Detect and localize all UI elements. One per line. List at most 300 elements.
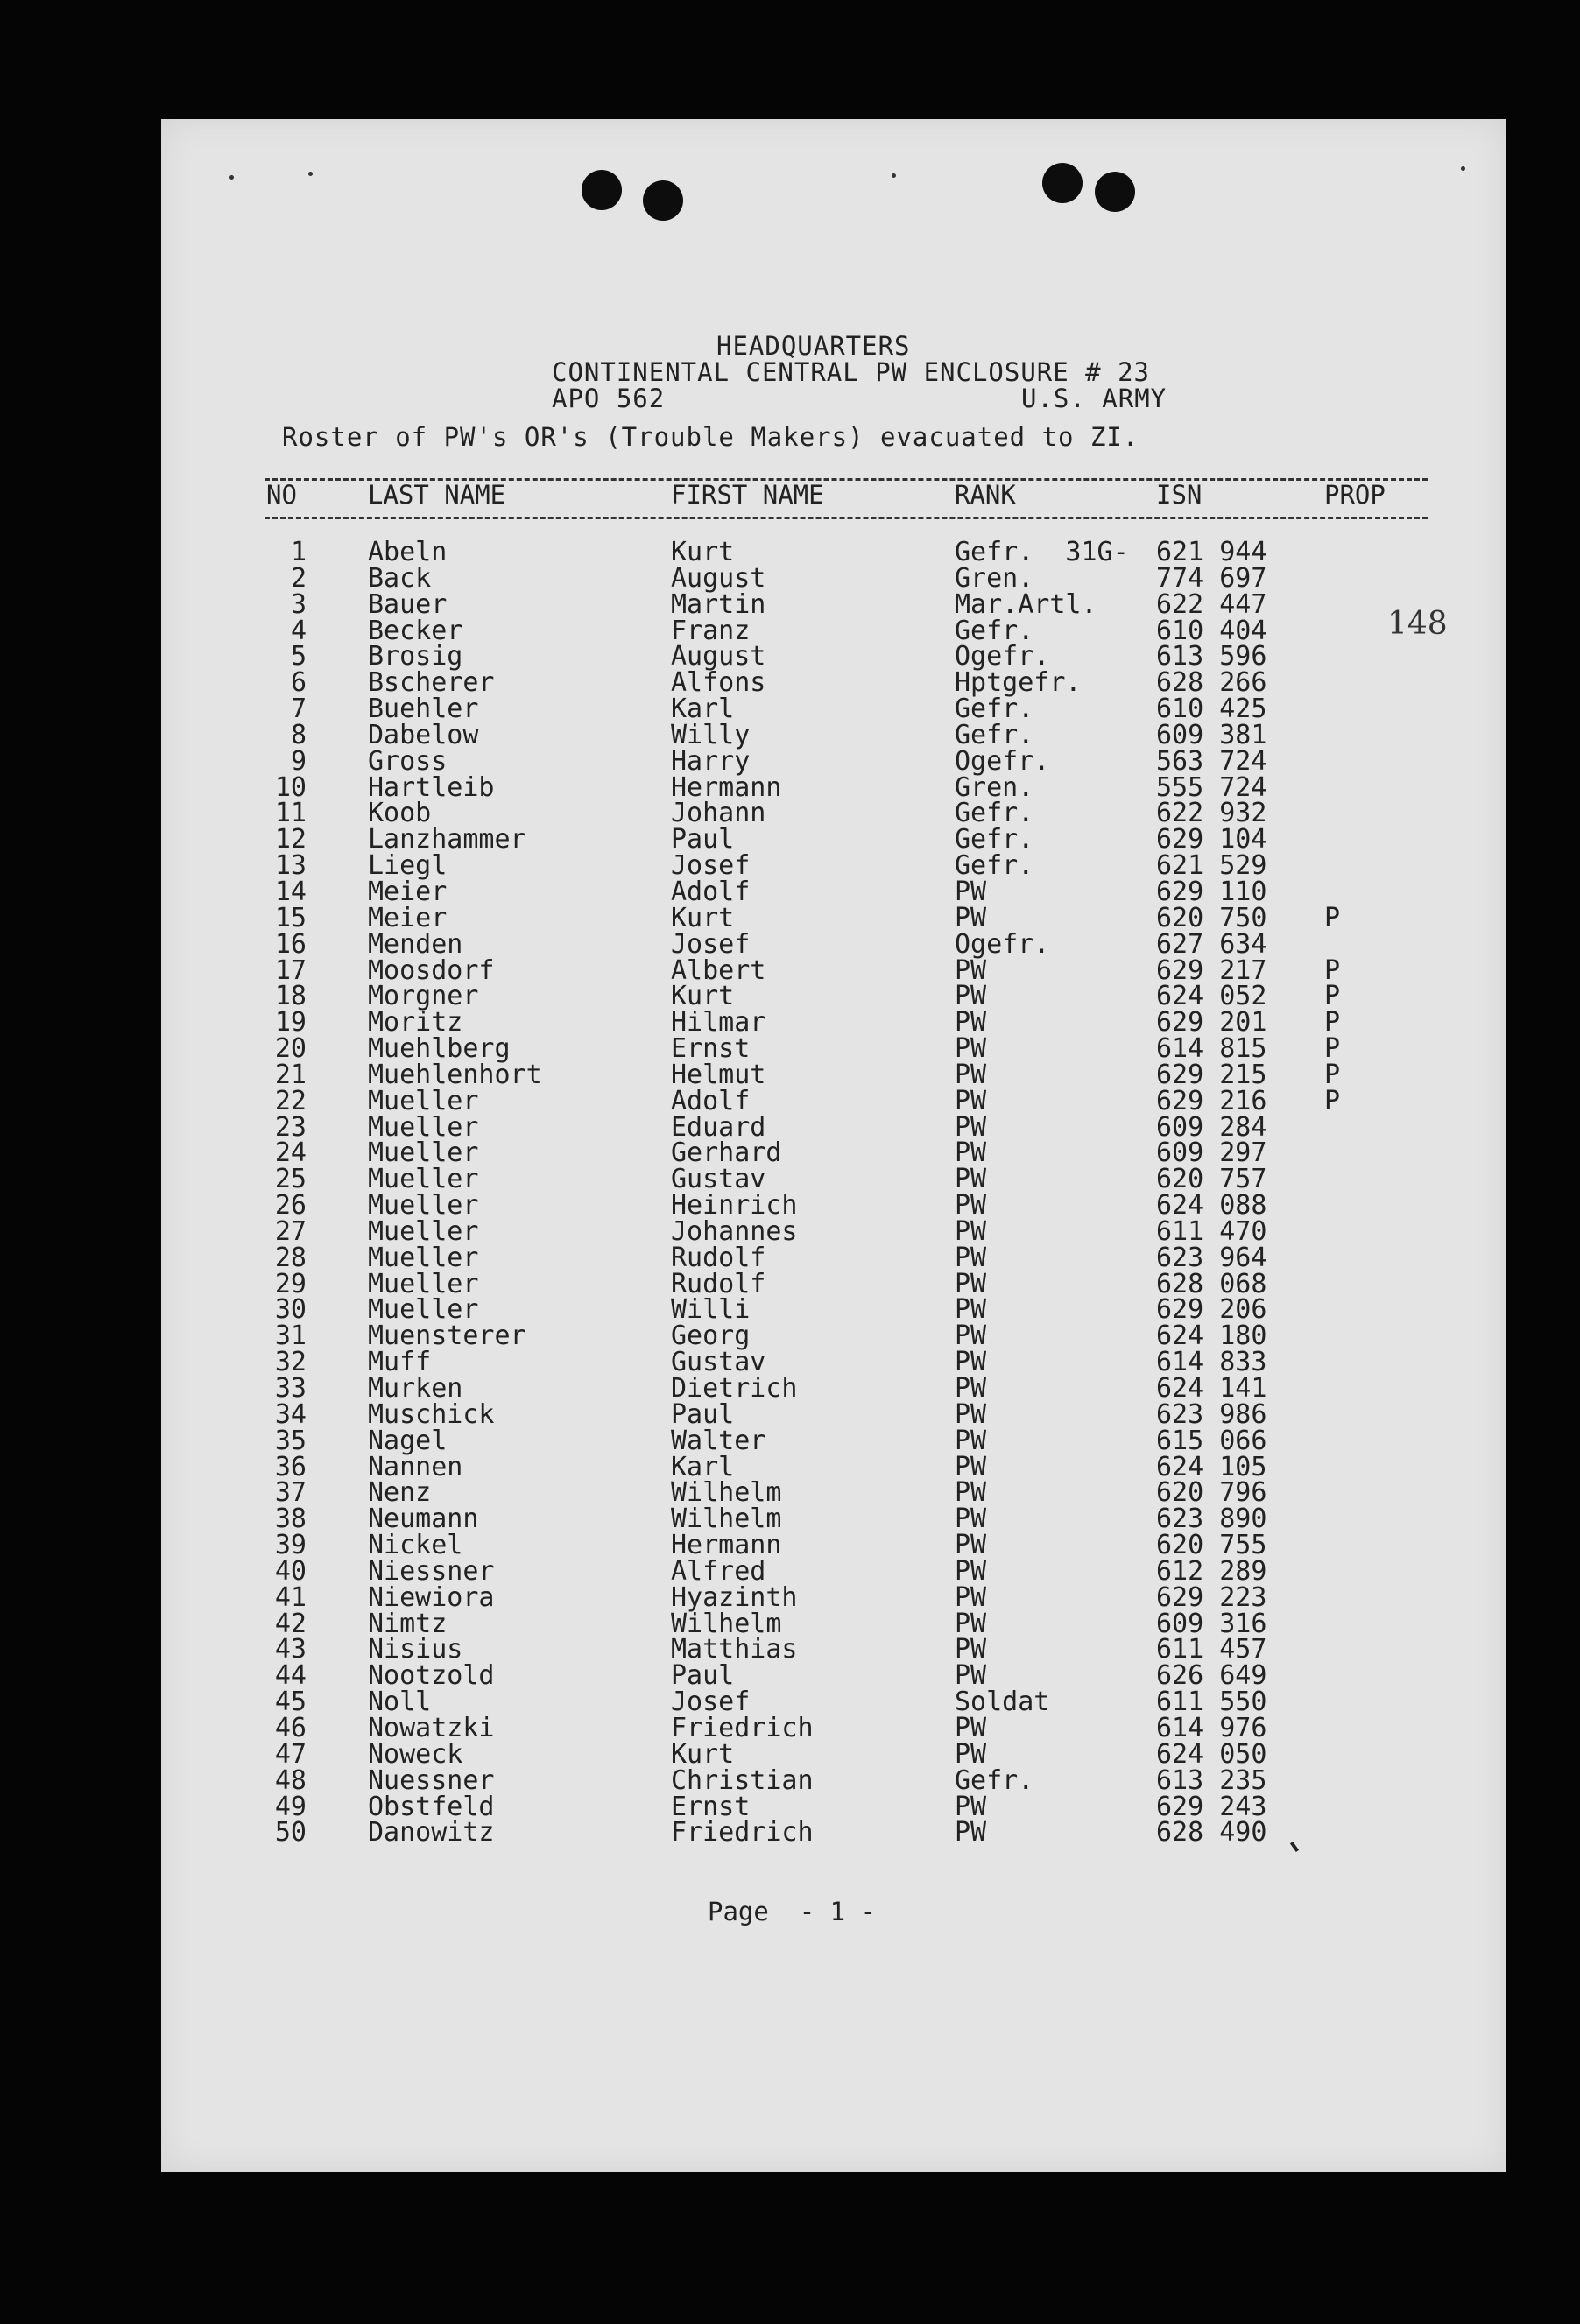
row-number: 10 [274,771,307,803]
first-name: Josef [671,928,751,960]
table-row [0,1764,1580,1796]
last-name: Mueller [368,1111,479,1143]
isn: 628 068 [1156,1268,1267,1299]
last-name: Nuessner [368,1764,495,1796]
row-number: 49 [274,1791,307,1822]
last-name: Neumann [368,1504,479,1535]
first-name: Dietrich [671,1373,798,1404]
table-row [0,719,1580,750]
first-name: Gerhard [671,1137,782,1169]
row-number: 46 [274,1712,307,1743]
first-name: Willi [671,1294,751,1326]
last-name: Morgner [368,981,479,1012]
isn: 611 550 [1156,1687,1267,1718]
table-row [0,1817,1580,1849]
prop-mark: P [1324,1085,1341,1116]
rank: Ogefr. [955,928,1050,960]
row-number: 21 [274,1059,307,1090]
first-name: Paul [671,1398,735,1430]
rank: PW [955,1504,987,1535]
row-number: 33 [274,1373,307,1404]
last-name: Moritz [368,1007,463,1039]
last-name: Koob [368,798,432,829]
first-name: Josef [671,1687,751,1718]
table-row [0,771,1580,803]
isn: 624 052 [1156,981,1267,1012]
table-row [0,1215,1580,1247]
last-name: Mueller [368,1215,479,1247]
table-row [0,1532,1580,1559]
rank: PW [955,1242,987,1273]
first-name: Friedrich [671,1712,814,1743]
table-row [0,745,1580,777]
first-name: Eduard [671,1111,766,1143]
row-number: 18 [274,981,307,1012]
row-number: 32 [274,1347,307,1378]
row-number: 43 [274,1634,307,1666]
row-number: 44 [274,1660,307,1692]
isn: 629 216 [1156,1085,1267,1116]
first-name: Johann [671,798,766,829]
rank: PW [955,954,987,986]
rank: PW [955,1007,987,1039]
speck [229,175,234,180]
isn: 629 201 [1156,1007,1267,1039]
rank: PW [955,1137,987,1169]
isn: 623 986 [1156,1398,1267,1430]
first-name: Alfred [671,1555,766,1587]
row-number: 31 [274,1320,307,1352]
isn: 629 223 [1156,1581,1267,1613]
first-name: Martin [671,588,766,620]
rank: Ogefr. [955,641,1050,673]
punch-hole-4 [1095,172,1135,212]
table-row [0,1137,1580,1169]
isn: 628 490 [1156,1817,1267,1849]
row-number: 41 [274,1581,307,1613]
last-name: Mueller [368,1242,479,1273]
row-number: 24 [274,1137,307,1169]
rank: PW [955,1738,987,1770]
last-name: Meier [368,902,448,933]
rank: PW [955,1425,987,1456]
header-line-1: HEADQUARTERS [716,331,911,361]
first-name: Harry [671,745,751,777]
table-row [0,928,1580,960]
table-row [0,1504,1580,1535]
table-row [0,667,1580,699]
first-name: August [671,641,766,673]
isn: 624 141 [1156,1373,1267,1404]
rank: PW [955,981,987,1012]
row-number: 20 [274,1033,307,1065]
rank: Gefr. 31G- [955,537,1129,567]
first-name: Johannes [671,1215,798,1247]
punch-hole-3 [1042,163,1083,203]
isn: 610 404 [1156,615,1267,646]
row-number: 22 [274,1085,307,1116]
isn: 629 243 [1156,1791,1267,1822]
rank: PW [955,1712,987,1743]
prop-mark: P [1324,981,1341,1012]
isn: 623 964 [1156,1242,1267,1273]
rank: PW [955,1268,987,1299]
row-number: 15 [274,902,307,933]
table-row [0,1111,1580,1143]
row-number: 30 [274,1294,307,1326]
isn: 626 649 [1156,1660,1267,1692]
isn: 614 833 [1156,1347,1267,1378]
rank: PW [955,1190,987,1222]
first-name: Christian [671,1764,814,1796]
rank: PW [955,1085,987,1116]
rank: PW [955,1660,987,1692]
rank: PW [955,1398,987,1430]
isn: 774 697 [1156,562,1267,594]
rank: Soldat [955,1687,1050,1718]
last-name: Brosig [368,641,463,673]
punch-hole-2 [643,180,683,221]
isn: 612 289 [1156,1555,1267,1587]
isn: 629 206 [1156,1294,1267,1326]
rank: PW [955,1164,987,1195]
row-number: 25 [274,1164,307,1195]
isn: 628 266 [1156,667,1267,699]
last-name: Gross [368,745,448,777]
last-name: Mueller [368,1137,479,1169]
rank: Gefr. [955,615,1034,646]
last-name: Nenz [368,1477,432,1509]
isn: 611 470 [1156,1215,1267,1247]
last-name: Mueller [368,1268,479,1299]
rank: Gefr. [955,824,1034,856]
table-row [0,850,1580,882]
table-row [0,1190,1580,1222]
table-row [0,1398,1580,1430]
row-number: 45 [274,1687,307,1718]
row-number: 17 [274,954,307,986]
table-row [0,1687,1580,1718]
table-row [0,641,1580,673]
last-name: Becker [368,615,463,646]
first-name: Hilmar [671,1007,766,1039]
last-name: Muensterer [368,1320,526,1352]
first-name: Rudolf [671,1242,766,1273]
table-row [0,1242,1580,1273]
last-name: Lanzhammer [368,824,526,856]
first-name: Walter [671,1425,766,1456]
row-number: 14 [274,876,307,907]
table-row [0,1349,1580,1376]
row-number: 27 [274,1215,307,1247]
table-row [0,1425,1580,1456]
table-row [0,1738,1580,1770]
last-name: Buehler [368,694,479,725]
table-row [0,1033,1580,1065]
last-name: Bauer [368,588,448,620]
isn: 627 634 [1156,928,1267,960]
first-name: Karl [671,694,735,725]
first-name: Hermann [671,771,782,803]
first-name: Josef [671,850,751,882]
rank: PW [955,1111,987,1143]
first-name: Kurt [671,902,735,933]
isn: 629 104 [1156,824,1267,856]
isn: 624 180 [1156,1320,1267,1352]
row-number: 39 [274,1530,307,1561]
table-row [0,1373,1580,1404]
isn: 610 425 [1156,694,1267,725]
rank: PW [955,1347,987,1378]
header-army: U.S. ARMY [1021,384,1167,413]
last-name: Nootzold [368,1660,495,1692]
column-header-prop: PROP [1324,480,1386,510]
row-number: 35 [274,1425,307,1456]
speck [1461,166,1465,171]
isn: 621 529 [1156,850,1267,882]
row-number: 16 [274,928,307,960]
last-name: Murken [368,1373,463,1404]
first-name: Karl [671,1451,735,1482]
isn: 629 217 [1156,954,1267,986]
first-name: Paul [671,1660,735,1692]
isn: 614 815 [1156,1033,1267,1065]
table-row [0,615,1580,646]
page-footer: Page - 1 - [708,1897,877,1926]
rank: PW [955,1817,987,1849]
table-row [0,1166,1580,1193]
rank: PW [955,1373,987,1404]
rank: Mar.Artl. [955,588,1097,620]
isn: 623 890 [1156,1504,1267,1535]
first-name: Hyazinth [671,1581,798,1613]
isn: 620 755 [1156,1530,1267,1561]
row-number: 50 [274,1817,307,1849]
last-name: Dabelow [368,719,479,750]
first-name: Adolf [671,876,751,907]
first-name: Heinrich [671,1190,798,1222]
prop-mark: P [1324,902,1341,933]
prop-mark: P [1324,1033,1341,1065]
isn: 555 724 [1156,771,1267,803]
rank: PW [955,1215,987,1247]
first-name: Helmut [671,1059,766,1090]
rank: Ogefr. [955,745,1050,777]
first-name: Rudolf [671,1268,766,1299]
rank: PW [955,1294,987,1326]
first-name: Wilhelm [671,1608,782,1639]
isn: 620 750 [1156,902,1267,933]
last-name: Niessner [368,1555,495,1587]
last-name: Nannen [368,1451,463,1482]
last-name: Bscherer [368,667,495,699]
last-name: Mueller [368,1085,479,1116]
isn: 615 066 [1156,1425,1267,1456]
page-stamp-number: 148 [1387,606,1448,642]
last-name: Mueller [368,1164,479,1195]
first-name: Franz [671,615,751,646]
table-row [0,1059,1580,1090]
first-name: Wilhelm [671,1504,782,1535]
first-name: Gustav [671,1347,766,1378]
header-apo: APO 562 [552,384,666,413]
row-number: 26 [274,1190,307,1222]
table-row [0,588,1580,620]
isn: 624 088 [1156,1190,1267,1222]
last-name: Noll [368,1687,432,1718]
row-number: 36 [274,1451,307,1482]
table-row [0,902,1580,933]
table-row [0,876,1580,907]
isn: 620 757 [1156,1164,1267,1195]
first-name: Adolf [671,1085,751,1116]
rank: Gefr. [955,798,1034,829]
row-number: 29 [274,1268,307,1299]
table-row [0,1555,1580,1587]
prop-mark: P [1324,1059,1341,1090]
column-header-rank: RANK [955,480,1016,510]
row-number: 11 [274,798,307,829]
rank: PW [955,1634,987,1666]
column-header-last-name: LAST NAME [368,480,506,510]
isn: 609 284 [1156,1111,1267,1143]
table-row [0,539,1580,566]
rank: PW [955,1477,987,1509]
last-name: Muschick [368,1398,495,1430]
row-number: 40 [274,1555,307,1587]
first-name: Kurt [671,537,735,567]
column-header-first-name: FIRST NAME [671,480,824,510]
last-name: Nisius [368,1634,463,1666]
row-number: 34 [274,1398,307,1430]
rank: PW [955,1608,987,1639]
row-number: 3 [290,588,307,620]
column-header-isn: ISN [1156,480,1203,510]
rank: Hptgefr. [955,667,1082,699]
isn: 609 316 [1156,1608,1267,1639]
rank: PW [955,1530,987,1561]
last-name: Mueller [368,1190,479,1222]
row-number: 7 [290,694,307,725]
row-number: 8 [290,719,307,750]
table-row [0,694,1580,725]
row-number: 48 [274,1764,307,1796]
table-row [0,1581,1580,1613]
row-number: 19 [274,1007,307,1039]
prop-mark: P [1324,1007,1341,1039]
isn: 624 105 [1156,1451,1267,1482]
table-row [0,1294,1580,1326]
isn: 624 050 [1156,1738,1267,1770]
last-name: Nagel [368,1425,448,1456]
isn: 614 976 [1156,1712,1267,1743]
isn: 622 932 [1156,798,1267,829]
table-row [0,1660,1580,1692]
last-name: Menden [368,928,463,960]
rank: Gefr. [955,694,1034,725]
first-name: Matthias [671,1634,798,1666]
last-name: Back [368,562,432,594]
isn: 622 447 [1156,588,1267,620]
rank: PW [955,876,987,907]
first-name: Kurt [671,981,735,1012]
isn: 620 796 [1156,1477,1267,1509]
table-row [0,562,1580,594]
rank: PW [955,1581,987,1613]
row-number: 28 [274,1242,307,1273]
first-name: Ernst [671,1791,751,1822]
last-name: Abeln [368,537,448,567]
last-name: Hartleib [368,771,495,803]
rank: PW [955,1059,987,1090]
row-number: 23 [274,1111,307,1143]
first-name: Hermann [671,1530,782,1561]
isn: 609 381 [1156,719,1267,750]
row-number: 12 [274,824,307,856]
last-name: Obstfeld [368,1791,495,1822]
table-row [0,954,1580,986]
column-header-no: NO [266,480,297,510]
table-row [0,1791,1580,1822]
last-name: Muehlenhort [368,1059,542,1090]
row-number: 6 [290,667,307,699]
rank: PW [955,902,987,933]
table-row [0,983,1580,1010]
row-number: 4 [290,615,307,646]
table-row [0,1477,1580,1509]
last-name: Niewiora [368,1581,495,1613]
row-number: 42 [274,1608,307,1639]
table-row [0,1007,1580,1039]
rank: PW [955,1791,987,1822]
rank: Gren. [955,562,1034,594]
last-name: Liegl [368,850,448,882]
first-name: Wilhelm [671,1477,782,1509]
punch-hole-1 [582,170,622,210]
isn: 613 596 [1156,641,1267,673]
row-number: 5 [290,641,307,673]
last-name: Nimtz [368,1608,448,1639]
rank: PW [955,1320,987,1352]
rank: PW [955,1555,987,1587]
last-name: Meier [368,876,448,907]
last-name: Noweck [368,1738,463,1770]
first-name: Paul [671,824,735,856]
isn: 613 235 [1156,1764,1267,1796]
table-row [0,1608,1580,1639]
table-row [0,824,1580,856]
last-name: Nowatzki [368,1712,495,1743]
first-name: Alfons [671,667,766,699]
rank: Gefr. [955,1764,1034,1796]
isn: 629 110 [1156,876,1267,907]
first-name: August [671,562,766,594]
table-row [0,1712,1580,1743]
row-number: 2 [290,562,307,594]
header-rule-bottom [265,517,1428,519]
isn: 611 457 [1156,1634,1267,1666]
first-name: Willy [671,719,751,750]
document-title: Roster of PW's OR's (Trouble Makers) evacuated to ZI. [282,422,1139,452]
first-name: Georg [671,1320,751,1352]
first-name: Gustav [671,1164,766,1195]
table-row [0,1451,1580,1482]
last-name: Danowitz [368,1817,495,1849]
speck [308,172,313,176]
table-row [0,1268,1580,1299]
last-name: Moosdorf [368,954,495,986]
rank: PW [955,1033,987,1065]
